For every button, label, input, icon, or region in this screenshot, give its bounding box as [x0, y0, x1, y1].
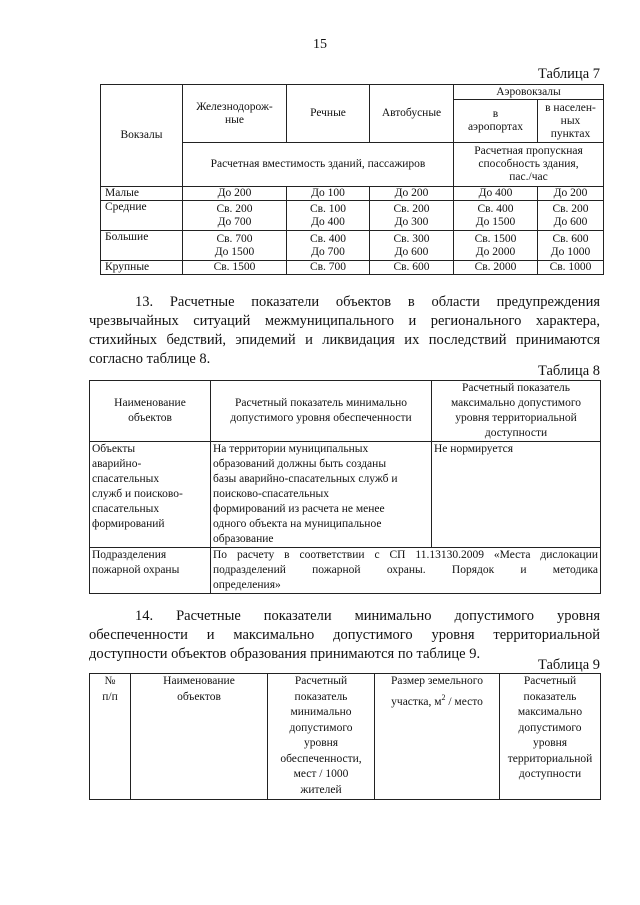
table9-caption: Таблица 9	[537, 657, 600, 673]
t8-header-provision: Расчетный показатель минимально допустимого уровня обеспеченности	[211, 381, 432, 442]
t7-header-capacity: Расчетная вместимость зданий, пассажиров	[183, 143, 454, 187]
t7-header-air-airports: в аэропортах	[454, 100, 538, 143]
t7-cell: До 200	[370, 187, 454, 201]
t7-cell: До 200	[183, 187, 287, 201]
t7-cell: Св. 400 До 700	[287, 231, 370, 261]
table7	[100, 84, 604, 275]
t7-cell: Св. 1500	[183, 261, 287, 275]
t7-row-name: Большие	[101, 231, 183, 261]
t8-row1-provision: На территории муниципальных образований должны быть созданы базы аварийно-спасательных служб и поисково-спасательных формирований из расчета не менее одного объекта на муниципальное образование	[211, 442, 432, 548]
paragraph-14: 14. Расчетные показатели минимально допустимого уровня обеспеченности и максимально допустимого уровня территориальной доступности объектов образования принимаются по таблице 9.	[89, 608, 600, 662]
t7-cell: Св. 200 До 300	[370, 201, 454, 231]
t7-cell: Св. 1500 До 2000	[454, 231, 538, 261]
t7-cell: Св. 2000	[454, 261, 538, 275]
t9-header-provision: Расчетный показатель минимально допустимого уровня обеспеченности, мест / 1000 жителей	[268, 674, 375, 800]
t9-header-plot-size: Размер земельного участка, $м^2$ / место	[375, 674, 500, 800]
t7-header-air: Аэровокзалы	[454, 85, 604, 100]
t7-cell: До 200	[538, 187, 604, 201]
t8-row2-name: Подразделения пожарной охраны	[90, 548, 211, 594]
t7-cell: Св. 1000	[538, 261, 604, 275]
t7-row-name: Малые	[101, 187, 183, 201]
t8-row1-name: Объекты аварийно- спасательных служб и поисково- спасательных формирований	[90, 442, 211, 548]
t7-row-name: Крупные	[101, 261, 183, 275]
table7-caption: Таблица 7	[537, 66, 600, 82]
t7-header-river: Речные	[287, 85, 370, 143]
t8-header-name: Наименование объектов	[90, 381, 211, 442]
t7-cell: Св. 600	[370, 261, 454, 275]
t8-row1-access: Не нормируется	[432, 442, 601, 548]
t8-row2-provision: По расчету в соответствии с СП 11.13130.2009 «Места дислокации подразделений пожарной охраны. Порядок и методика определения»	[211, 548, 601, 594]
t7-cell: Св. 200 До 600	[538, 201, 604, 231]
t7-header-station: Вокзалы	[101, 85, 183, 187]
t7-header-rail: Железнодорож- ные	[183, 85, 287, 143]
t9-header-num: № п/п	[90, 674, 131, 800]
t7-header-bus: Автобусные	[370, 85, 454, 143]
t7-cell: Св. 300 До 600	[370, 231, 454, 261]
t7-header-air-settlements: в населен- ных пунктах	[538, 100, 604, 143]
t7-cell: Св. 600 До 1000	[538, 231, 604, 261]
t8-header-access: Расчетный показатель максимально допустимого уровня территориальной доступности	[432, 381, 601, 442]
t7-cell: Св. 700 До 1500	[183, 231, 287, 261]
t7-cell: Св. 400 До 1500	[454, 201, 538, 231]
t9-header-name: Наименование объектов	[131, 674, 268, 800]
t7-header-throughput: Расчетная пропускная способность здания, пас./час	[454, 143, 604, 187]
t7-cell: Св. 700	[287, 261, 370, 275]
t7-row-name: Средние	[101, 201, 183, 231]
table9	[89, 673, 601, 800]
paragraph-13: 13. Расчетные показатели объектов в области предупреждения чрезвычайных ситуаций межмуниципального и регионального характера, стихийных бедствий, эпидемий и ликвидация их последствий принимаются согласно таблице 8.	[89, 294, 600, 367]
t7-cell: До 100	[287, 187, 370, 201]
table8	[89, 380, 601, 594]
page-number: 15	[313, 37, 327, 52]
table8-caption: Таблица 8	[537, 363, 600, 379]
t7-cell: До 400	[454, 187, 538, 201]
t7-cell: Св. 100 До 400	[287, 201, 370, 231]
t9-header-access: Расчетный показатель максимально допустимого уровня территориальной доступности	[500, 674, 601, 800]
t7-cell: Св. 200 До 700	[183, 201, 287, 231]
